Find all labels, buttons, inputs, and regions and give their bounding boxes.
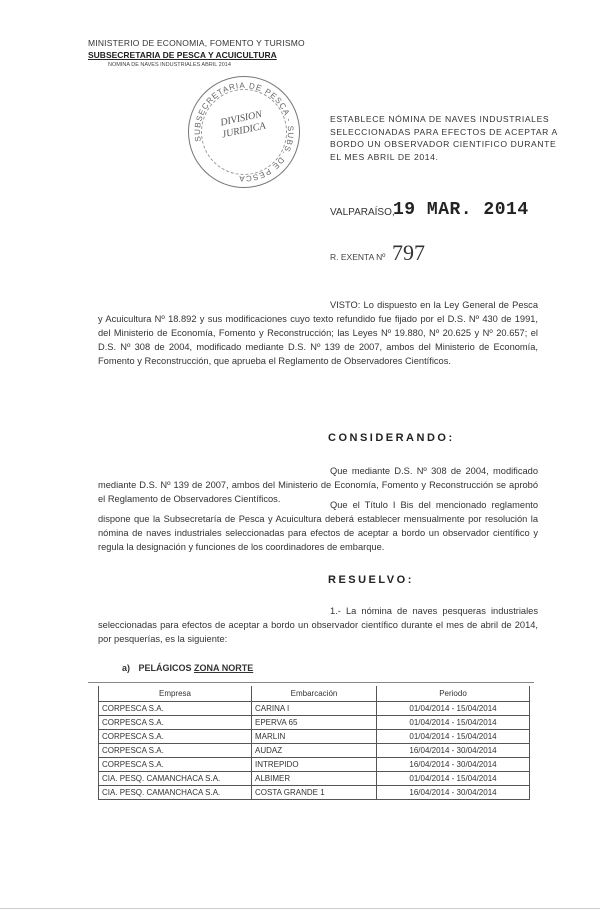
cell-periodo: 01/04/2014 - 15/04/2014: [377, 716, 530, 730]
stamp-ring-text: SUBSECRETARIA DE PESCA - SUBS. DE PESCA: [192, 80, 296, 184]
section-title-zone: ZONA NORTE: [194, 663, 254, 673]
section-title: [139, 663, 254, 673]
cell-empresa: CORPESCA S.A.: [99, 730, 252, 744]
table-header-row: [99, 686, 530, 702]
resolution-number: 797: [392, 240, 425, 265]
section-letter: a): [122, 663, 131, 673]
table-row: [99, 702, 530, 716]
table-top-rule: [88, 682, 534, 683]
cell-embarcacion: INTREPIDO: [252, 758, 377, 772]
cell-embarcacion: EPERVA 65: [252, 716, 377, 730]
visto-paragraph: VISTO: Lo dispuesto en la Ley General de Pesca y Acuicultura Nº 18.892 y sus modificaciones cuyo texto refundido fue fijado por el D.S. Nº 430 de 1991, del Ministerio de Economía, Fomento y Reconstrucción; las Leyes Nº 19.880, Nº 20.625 y Nº 20.657; el D.S. Nº 308 de 2004, modificado mediante D.S. Nº 139 de 2007, ambos del Ministerio de Economía, Fomento y Reconstrucción, que aprueba el Reglamento de Observadores Científicos.: [98, 300, 538, 366]
resuelvo-heading: RESUELVO:: [328, 574, 414, 586]
document-reference: NOMINA DE NAVES INDUSTRIALES ABRIL 2014: [108, 62, 231, 68]
document-subject: ESTABLECE NÓMINA DE NAVES INDUSTRIALES SELECCIONADAS PARA EFECTOS DE ACEPTAR A BORDO UN OBSERVADOR CIENTIFICO DURANTE EL MES ABRIL DE 2014.: [330, 114, 558, 162]
stamp-center-text: DIVISION JURIDICA: [219, 109, 267, 141]
place-label: VALPARAÍSO,: [330, 207, 395, 218]
table-row: [99, 730, 530, 744]
cell-embarcacion: CARINA I: [252, 702, 377, 716]
scan-edge-line: [0, 908, 600, 909]
considerando-paragraph-2: Que el Título I Bis del mencionado reglamento dispone que la Subsecretaría de Pesca y Acuicultura deberá establecer mensualmente por resolución la nómina de naves industriales seleccionadas para efectos de aceptar a bordo un observador científico y regula la designación y funciones de los coordinadores de embarque.: [98, 500, 538, 552]
cell-embarcacion: AUDAZ: [252, 744, 377, 758]
cell-embarcacion: MARLIN: [252, 730, 377, 744]
cell-empresa: CORPESCA S.A.: [99, 744, 252, 758]
ministry-name: MINISTERIO DE ECONOMIA, FOMENTO Y TURISMO: [88, 38, 305, 48]
cell-periodo: 16/04/2014 - 30/04/2014: [377, 758, 530, 772]
place-and-date: [330, 200, 580, 226]
resolution-label: R. EXENTA Nº: [330, 252, 386, 262]
table-row: [99, 716, 530, 730]
cell-empresa: CORPESCA S.A.: [99, 702, 252, 716]
column-header-embarcacion: Embarcación: [252, 686, 377, 702]
table-row: [99, 758, 530, 772]
cell-periodo: 16/04/2014 - 30/04/2014: [377, 744, 530, 758]
section-heading: [122, 663, 253, 673]
subsecretaria-name: SUBSECRETARIA DE PESCA Y ACUICULTURA: [88, 50, 277, 60]
resuelvo-paragraph-1: 1.- La nómina de naves pesqueras industriales seleccionadas para efectos de aceptar a bordo un observador científico durante el mes de abril de 2014, por pesquerías, es la siguiente:: [98, 606, 538, 644]
stamped-date: 19 MAR. 2014: [393, 200, 529, 220]
cell-periodo: 01/04/2014 - 15/04/2014: [377, 702, 530, 716]
cell-empresa: CIA. PESQ. CAMANCHACA S.A.: [99, 786, 252, 800]
considerando-paragraph-1: Que mediante D.S. Nº 308 de 2004, modificado mediante D.S. Nº 139 de 2007, ambos del Ministerio de Economía, Fomento y Reconstrucción se aprobó el Reglamento de Observadores Científicos.: [98, 466, 538, 504]
letterhead: [88, 38, 328, 68]
cell-embarcacion: ALBIMER: [252, 772, 377, 786]
vessel-table: [98, 686, 530, 800]
cell-periodo: 01/04/2014 - 15/04/2014: [377, 772, 530, 786]
considerando-heading: CONSIDERANDO:: [328, 432, 455, 444]
table-row: [99, 786, 530, 800]
cell-periodo: 01/04/2014 - 15/04/2014: [377, 730, 530, 744]
resolution-number-block: [330, 240, 450, 268]
official-stamp: [178, 66, 311, 199]
column-header-empresa: Empresa: [99, 686, 252, 702]
cell-periodo: 16/04/2014 - 30/04/2014: [377, 786, 530, 800]
cell-embarcacion: COSTA GRANDE 1: [252, 786, 377, 800]
column-header-periodo: Periodo: [377, 686, 530, 702]
cell-empresa: CIA. PESQ. CAMANCHACA S.A.: [99, 772, 252, 786]
cell-empresa: CORPESCA S.A.: [99, 716, 252, 730]
cell-empresa: CORPESCA S.A.: [99, 758, 252, 772]
table-row: [99, 744, 530, 758]
table-row: [99, 772, 530, 786]
section-title-prefix: PELÁGICOS: [138, 663, 192, 673]
